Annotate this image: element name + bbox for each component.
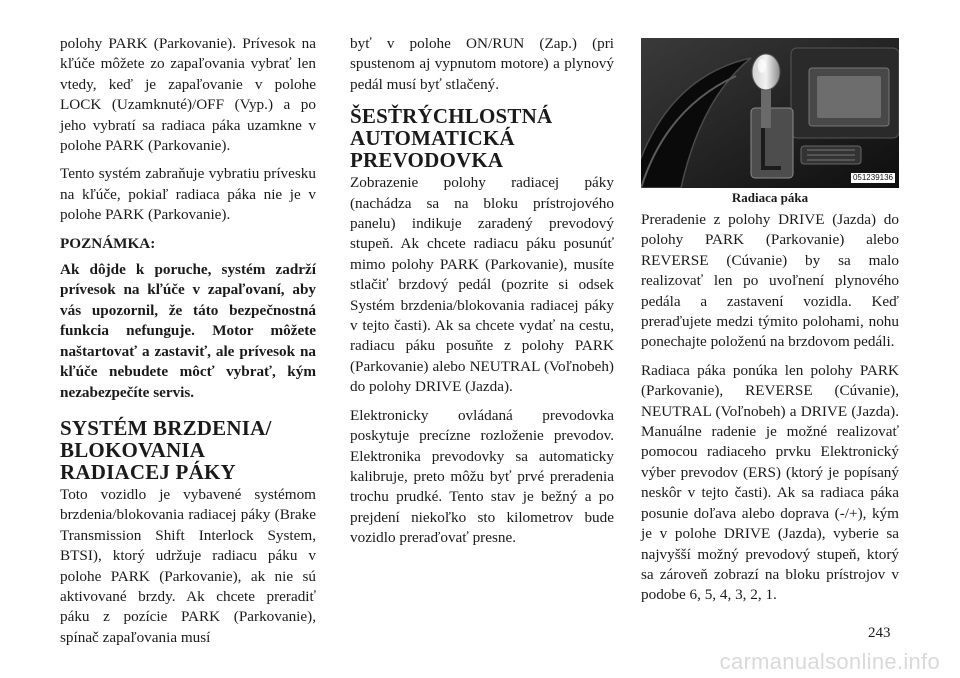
note-body: Ak dôjde k poruche, systém zadrží prívesok na kľúče v zapaľovaní, aby vás upozornil, že táto bezpečnostná funkcia nefunguje. Motor môžete naštartovať a zastaviť, ale prívesok na kľúče nebudete môcť vybrať, kým nezabezpečíte servis. bbox=[60, 261, 316, 401]
left-column bbox=[60, 34, 316, 656]
watermark: carmanualsonline.info bbox=[719, 649, 940, 674]
paragraph: Radiaca páka ponúka len polohy PARK (Parkovanie), REVERSE (Cúvanie), NEUTRAL (Voľnobeh) a DRIVE (Jazda). Manuálne radenie je možné realizovať pomocou radiaceho prvku Elektronický výber prevodov (ERS) (ktorý je popísaný neskôr v tejto časti). Ak sa radiaca páka posunie doľava alebo doprava (-/+), kým je v polohe DRIVE (Jazda), vyberie sa najvyšší možný prevodový stupeň, ktorý sa zároveň zobrazí na bloku prístrojov v podobe 6, 5, 4, 3, 2, 1. bbox=[641, 361, 899, 604]
paragraph: Zobrazenie polohy radiacej páky (nachádza sa na bloku prístrojového panelu) indikuje zaradený prevodový stupeň. Ak chcete radiacu páku posunúť mimo polohy PARK (Parkovanie), musíte stlačiť brzdový pedál (pozrite si odsek Systém brzdenia/blokovania radiacej páky v tejto časti). Ak sa chcete vydať na cestu, radiacu páku posuňte z polohy PARK (Parkovanie) alebo NEUTRAL (Voľnobeh) do polohy DRIVE (Jazda). bbox=[350, 174, 614, 396]
figure-code: 051239136 bbox=[852, 173, 893, 182]
section-heading-transmission: ŠESŤRÝCHLOSTNÁ AUTOMATICKÁ PREVODOVKA bbox=[350, 104, 553, 173]
section-heading-btsi: SYSTÉM BRZDENIA/ BLOKOVANIA RADIACEJ PÁKY bbox=[60, 415, 272, 484]
right-column bbox=[641, 210, 899, 614]
paragraph: Preradenie z polohy DRIVE (Jazda) do polohy PARK (Parkovanie) alebo REVERSE (Cúvanie) by sa malo realizovať len po uvoľnení plynového pedála a zastavení vozidla. Keď preraďujete medzi týmito polohami, nohu ponechajte položenú na brzdovom pedáli. bbox=[641, 211, 899, 351]
figure-caption: Radiaca páka bbox=[731, 190, 809, 205]
paragraph: Toto vozidlo je vybavené systémom brzdenia/blokovania radiacej páky (Brake Transmission Shift Interlock System, BTSI), ktorý udržuje radiacu páku v polohe PARK (Parkovanie), ak nie sú aktivované brzdy. Ak chcete preradiť páku z pozície PARK (Parkovanie), spínač zapaľovania musí bbox=[60, 485, 316, 646]
middle-column bbox=[350, 34, 614, 557]
note-heading: POZNÁMKA: bbox=[60, 234, 156, 252]
gear-shifter-photo bbox=[641, 38, 899, 188]
gear-shifter-illustration bbox=[641, 38, 899, 188]
paragraph: polohy PARK (Parkovanie). Prívesok na kľúče môžete zo zapaľovania vybrať len vtedy, keď je zapaľovanie v polohe LOCK (Uzamknuté)/OFF (Vyp.) a po jeho vybratí sa radiaca páka uzamkne v polohe PARK (Parkovanie). bbox=[60, 35, 316, 155]
paragraph: Elektronicky ovládaná prevodovka poskytuje precízne rozloženie prevodov. Elektronika prevodovky sa automaticky kalibruje, preto môžu byť prvé preradenia trochu prudké. Tento stav je bežný a po prejdení niekoľko sto kilometrov bude vozidlo preraďovať presne. bbox=[350, 406, 614, 547]
paragraph: byť v polohe ON/RUN (Zap.) (pri spustenom aj vypnutom motore) a plynový pedál musí byť stlačený. bbox=[350, 35, 614, 93]
paragraph: Tento systém zabraňuje vybratiu prívesku na kľúče, pokiaľ radiaca páka nie je v polohe PARK (Parkovanie). bbox=[60, 165, 316, 224]
page-number: 243 bbox=[868, 625, 891, 641]
